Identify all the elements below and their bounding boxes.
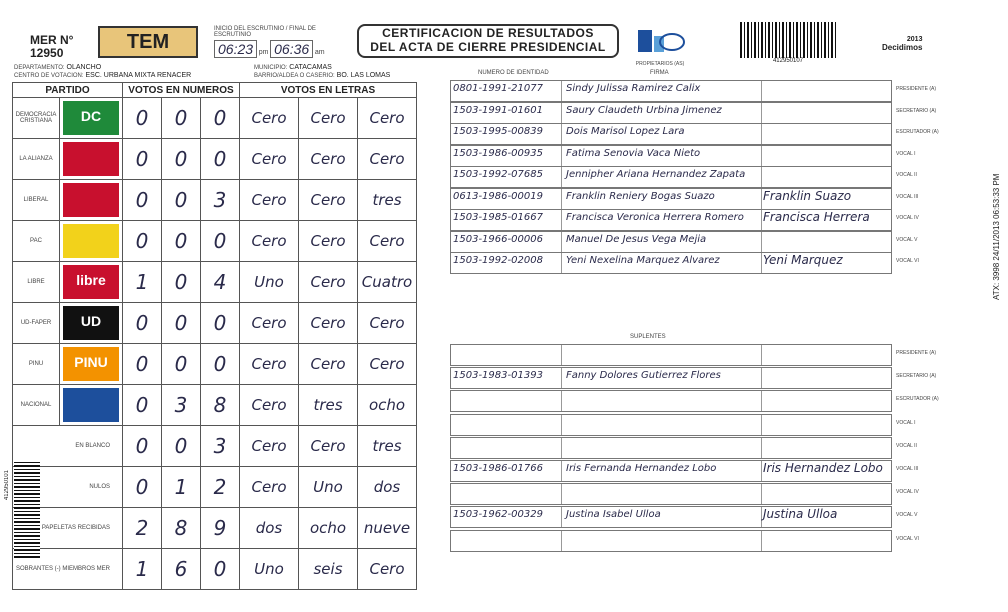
party-name: UD-FAPER [13, 303, 60, 344]
vote-word: tres [299, 385, 358, 426]
row-label: SOBRANTES (-) MIEMBROS MER [13, 549, 123, 590]
vote-word: ocho [358, 385, 417, 426]
vote-word: Cero [240, 426, 299, 467]
member-row [450, 209, 892, 231]
results-row [13, 426, 417, 467]
member-role: ESCRUTADOR (A) [896, 129, 939, 135]
vote-digit: 9 [201, 508, 240, 549]
municipio-label: MUNICIPIO: [254, 65, 288, 71]
member-id: 1503-1985-01667 [453, 212, 543, 223]
member-row [450, 437, 892, 459]
brand-name: Decidimos [882, 43, 923, 52]
member-signature: Justina Ulloa [763, 507, 838, 522]
party-name: PINU [13, 344, 60, 385]
vote-word: Cero [240, 180, 299, 221]
member-name: Dois Marisol Lopez Lara [566, 126, 685, 137]
row-divider [761, 484, 762, 504]
results-row [13, 344, 417, 385]
vote-digit: 0 [123, 139, 162, 180]
barrio-value: BO. LAS LOMAS [336, 72, 391, 79]
tse-logo [632, 26, 688, 67]
vote-word: Cero [299, 98, 358, 139]
left-barcode-text: 412950101 [4, 470, 10, 501]
vote-word: ocho [299, 508, 358, 549]
vote-word: Cero [358, 344, 417, 385]
vote-word: Cero [299, 262, 358, 303]
row-divider [561, 461, 562, 481]
centro-value: ESC. URBANA MIXTA RENACER [85, 72, 192, 79]
party-name: LIBRE [13, 262, 60, 303]
row-divider [761, 167, 762, 187]
vote-word: Cero [240, 467, 299, 508]
time-block: INICIO DEL ESCRUTINIO / FINAL DE ESCRUTINIO 06:23 pm 06:36 am [214, 26, 325, 57]
row-divider [761, 345, 762, 365]
results-row [13, 303, 417, 344]
party-logo-text: PINU [74, 354, 108, 370]
member-row [450, 166, 892, 188]
tse-logo-icon [632, 26, 688, 56]
vote-digit: 2 [201, 467, 240, 508]
party-name: DEMOCRACIA CRISTIANA [13, 98, 60, 139]
member-row [450, 483, 892, 505]
vote-digit: 0 [162, 426, 201, 467]
vote-digit: 3 [201, 180, 240, 221]
row-divider [561, 146, 562, 166]
vote-digit: 3 [162, 385, 201, 426]
vote-digit: 0 [162, 98, 201, 139]
results-row [13, 180, 417, 221]
member-row [450, 231, 892, 253]
barrio-line [254, 72, 390, 79]
results-row [13, 549, 417, 590]
results-row [13, 385, 417, 426]
centro-label: CENTRO DE VOTACION: [14, 73, 84, 79]
party-logo-icon [63, 306, 119, 340]
member-row [450, 80, 892, 102]
member-signature: Franklin Suazo [763, 188, 852, 203]
member-role: VOCAL V [896, 236, 918, 243]
party-logo-icon [63, 142, 119, 176]
member-signature: Francisca Herrera [763, 210, 870, 224]
member-row [450, 414, 892, 436]
vote-word: Uno [240, 262, 299, 303]
vote-word: Cuatro [358, 262, 417, 303]
cert-line2: DEL ACTA DE CIERRE PRESIDENCIAL [370, 40, 606, 54]
vote-word: Cero [358, 98, 417, 139]
member-role: ESCRUTADOR (A) [896, 396, 939, 403]
municipio-line [254, 64, 332, 71]
time-start-label: INICIO DEL ESCRUTINIO [214, 26, 285, 32]
results-row [13, 221, 417, 262]
party-logo-icon [63, 347, 119, 381]
vote-digit: 0 [201, 98, 240, 139]
row-divider [761, 415, 762, 435]
results-table [12, 82, 417, 590]
member-id: 1503-1986-01766 [453, 463, 543, 474]
party-logo-text: UD [80, 313, 102, 329]
vote-digit: 0 [123, 180, 162, 221]
results-header-row [13, 83, 417, 98]
vote-digit: 1 [123, 549, 162, 590]
party-logo-icon [63, 101, 119, 135]
member-row [450, 102, 892, 124]
certificate-title [357, 24, 619, 58]
party-logo-icon [63, 224, 119, 258]
brand-year: 2013 [906, 36, 923, 43]
member-name: Francisca Veronica Herrera Romero [566, 212, 744, 223]
member-name: Yeni Nexelina Marquez Alvarez [566, 255, 720, 266]
row-divider [561, 167, 562, 187]
row-divider [761, 210, 762, 230]
results-row [13, 139, 417, 180]
row-divider [761, 189, 762, 209]
member-role: VOCAL I [896, 150, 916, 157]
row-divider [561, 81, 562, 101]
party-logo [60, 262, 123, 303]
party-logo-icon [63, 183, 119, 217]
suplentes-label: SUPLENTES [630, 334, 666, 340]
member-role: VOCAL I [896, 419, 916, 426]
member-role: VOCAL IV [896, 489, 919, 496]
time-start: 06:23 [214, 40, 257, 58]
member-role: VOCAL II [896, 172, 917, 178]
barcode-text: 412950107 [772, 58, 804, 64]
row-divider [761, 531, 762, 551]
party-logo [60, 98, 123, 139]
vote-digit: 0 [162, 180, 201, 221]
row-divider [761, 461, 762, 481]
logo-caption: PROPIETARIOS (AS) [635, 61, 685, 67]
member-role: VOCAL III [896, 193, 919, 200]
vote-word: Cero [240, 139, 299, 180]
vote-word: seis [299, 549, 358, 590]
vote-word: Cero [240, 98, 299, 139]
vote-word: Cero [240, 385, 299, 426]
vote-digit: 0 [201, 344, 240, 385]
vote-word: dos [240, 508, 299, 549]
party-name: PAC [13, 221, 60, 262]
member-role: VOCAL III [896, 466, 919, 472]
row-divider [561, 438, 562, 458]
row-divider [761, 124, 762, 144]
party-logo-icon [63, 388, 119, 422]
member-signature: Yeni Marquez [763, 253, 843, 267]
row-divider [761, 391, 762, 411]
time-end-label: FINAL DE ESCRUTINIO [214, 26, 316, 38]
mer-label [30, 34, 73, 60]
row-divider [561, 253, 562, 273]
vote-word: Cero [240, 221, 299, 262]
party-logo [60, 303, 123, 344]
vote-digit: 0 [201, 221, 240, 262]
vote-digit: 2 [123, 508, 162, 549]
vote-word: Cero [358, 221, 417, 262]
row-divider [561, 415, 562, 435]
side-stamp: ATX: 3998 24/11/2013 06:53:33 PM [992, 173, 1001, 300]
vote-word: Cero [240, 344, 299, 385]
member-id: 1503-1991-01601 [453, 104, 543, 116]
member-row [450, 123, 892, 145]
time-end-suffix: am [314, 49, 325, 56]
member-id: 1503-1966-00006 [453, 233, 543, 245]
member-name: Saury Claudeth Urbina Jimenez [566, 104, 722, 116]
member-name: Fanny Dolores Gutierrez Flores [566, 370, 721, 382]
vote-word: tres [358, 426, 417, 467]
vote-digit: 0 [123, 221, 162, 262]
member-role: PRESIDENTE (A) [896, 86, 937, 92]
vote-digit: 0 [123, 385, 162, 426]
member-name: Justina Isabel Ulloa [566, 509, 661, 521]
left-barcode-icon [14, 462, 40, 558]
row-divider [561, 507, 562, 527]
results-row [13, 262, 417, 303]
vote-digit: 0 [162, 344, 201, 385]
row-divider [561, 103, 562, 123]
time-end: 06:36 [270, 40, 313, 58]
party-logo [60, 221, 123, 262]
vote-word: Cero [299, 180, 358, 221]
row-divider [761, 81, 762, 101]
municipio-value: CATACAMAS [289, 64, 332, 71]
row-divider [561, 531, 562, 551]
vote-word: Cero [358, 549, 417, 590]
member-name: Jennipher Ariana Hernandez Zapata [566, 169, 746, 180]
member-role: VOCAL IV [896, 215, 919, 221]
departamento-line [14, 64, 101, 71]
row-label: PAPELETAS RECIBIDAS [13, 508, 123, 549]
row-label: EN BLANCO [13, 426, 123, 467]
centro-line [14, 72, 191, 79]
member-row [450, 145, 892, 167]
departamento-value: OLANCHO [66, 64, 102, 71]
vote-digit: 8 [162, 508, 201, 549]
vote-digit: 0 [162, 262, 201, 303]
member-role: SECRETARIO (A) [896, 373, 937, 380]
vote-word: tres [358, 180, 417, 221]
member-role: VOCAL II [896, 442, 917, 449]
member-name: Manuel De Jesus Vega Mejia [566, 233, 707, 245]
row-divider [561, 345, 562, 365]
row-divider [761, 232, 762, 252]
vote-word: dos [358, 467, 417, 508]
vote-digit: 1 [123, 262, 162, 303]
vote-digit: 0 [123, 426, 162, 467]
vote-digit: 0 [201, 139, 240, 180]
vote-digit: 0 [162, 221, 201, 262]
vote-word: nueve [358, 508, 417, 549]
row-divider [761, 368, 762, 388]
member-row [450, 460, 892, 482]
id-column-label: NUMERO DE IDENTIDAD [478, 70, 549, 76]
row-divider [561, 210, 562, 230]
party-name: LA ALIANZA [13, 139, 60, 180]
vote-word: Uno [299, 467, 358, 508]
vote-word: Cero [299, 426, 358, 467]
member-name: Sindy Julissa Ramirez Calix [566, 83, 701, 94]
member-id: 0801-1991-21077 [453, 83, 543, 94]
departamento-label: DEPARTAMENTO: [14, 65, 65, 71]
member-row [450, 506, 892, 528]
firma-column-label: FIRMA [650, 70, 669, 76]
member-role: SECRETARIO (A) [896, 107, 937, 114]
member-row [450, 188, 892, 210]
party-logo-text: DC [80, 108, 102, 124]
row-divider [761, 507, 762, 527]
party-logo [60, 344, 123, 385]
barcode-icon [740, 22, 836, 58]
row-divider [761, 146, 762, 166]
results-row [13, 508, 417, 549]
member-row [450, 344, 892, 366]
vote-digit: 0 [123, 467, 162, 508]
vote-digit: 0 [123, 98, 162, 139]
vote-digit: 0 [123, 303, 162, 344]
row-divider [561, 368, 562, 388]
row-divider [561, 484, 562, 504]
vote-digit: 3 [201, 426, 240, 467]
time-start-suffix: pm [258, 49, 269, 56]
vote-word: Cero [299, 139, 358, 180]
mer-number: 12950 [30, 46, 64, 60]
party-logo [60, 180, 123, 221]
vote-word: Cero [299, 221, 358, 262]
member-signature: Iris Hernandez Lobo [763, 461, 883, 475]
cert-line1: CERTIFICACION DE RESULTADOS [382, 26, 594, 40]
member-role: VOCAL V [896, 512, 918, 519]
vote-digit: 0 [162, 139, 201, 180]
party-name: NACIONAL [13, 385, 60, 426]
member-id: 1503-1986-00935 [453, 147, 543, 159]
member-id: 1503-1992-02008 [453, 255, 543, 266]
party-logo-icon [63, 265, 119, 299]
vote-digit: 0 [201, 549, 240, 590]
row-divider [561, 391, 562, 411]
row-divider [561, 124, 562, 144]
vote-digit: 8 [201, 385, 240, 426]
results-row [13, 467, 417, 508]
vote-word: Cero [299, 344, 358, 385]
member-row [450, 390, 892, 412]
header-partido: PARTIDO [13, 83, 123, 98]
vote-word: Uno [240, 549, 299, 590]
member-row [450, 252, 892, 274]
vote-digit: 0 [123, 344, 162, 385]
vote-digit: 6 [162, 549, 201, 590]
member-name: Iris Fernanda Hernandez Lobo [566, 463, 717, 474]
brand-block [882, 36, 922, 52]
member-id: 1503-1983-01393 [453, 370, 543, 382]
member-id: 1503-1992-07685 [453, 169, 543, 180]
results-row [13, 98, 417, 139]
vote-digit: 4 [201, 262, 240, 303]
header-votos-numeros: VOTOS EN NUMEROS [123, 83, 240, 98]
results-body [13, 98, 417, 590]
row-divider [561, 232, 562, 252]
party-logo [60, 385, 123, 426]
party-name: LIBERAL [13, 180, 60, 221]
vote-word: Cero [358, 139, 417, 180]
member-role: PRESIDENTE (A) [896, 350, 937, 356]
row-divider [761, 438, 762, 458]
tem-box: TEM [98, 26, 198, 58]
vote-word: Cero [299, 303, 358, 344]
member-role: VOCAL VI [896, 535, 919, 542]
party-logo [60, 139, 123, 180]
party-logo-text: libre [76, 272, 106, 288]
member-row [450, 367, 892, 389]
mer-label-text: MER N° [30, 33, 74, 47]
member-id: 0613-1986-00019 [453, 190, 543, 202]
vote-digit: 0 [162, 303, 201, 344]
member-id: 1503-1995-00839 [453, 126, 543, 137]
row-divider [761, 253, 762, 273]
row-divider [561, 189, 562, 209]
member-name: Franklin Reniery Bogas Suazo [566, 190, 715, 202]
barrio-label: BARRIO/ALDEA O CASERIO: [254, 73, 335, 79]
vote-word: Cero [240, 303, 299, 344]
vote-digit: 0 [201, 303, 240, 344]
header-votos-letras: VOTOS EN LETRAS [240, 83, 417, 98]
row-label: NULOS [13, 467, 123, 508]
vote-word: Cero [358, 303, 417, 344]
member-id: 1503-1962-00329 [453, 509, 543, 521]
vote-digit: 1 [162, 467, 201, 508]
member-role: VOCAL VI [896, 258, 919, 264]
row-divider [761, 103, 762, 123]
member-row [450, 530, 892, 552]
member-name: Fatima Senovia Vaca Nieto [566, 147, 701, 159]
